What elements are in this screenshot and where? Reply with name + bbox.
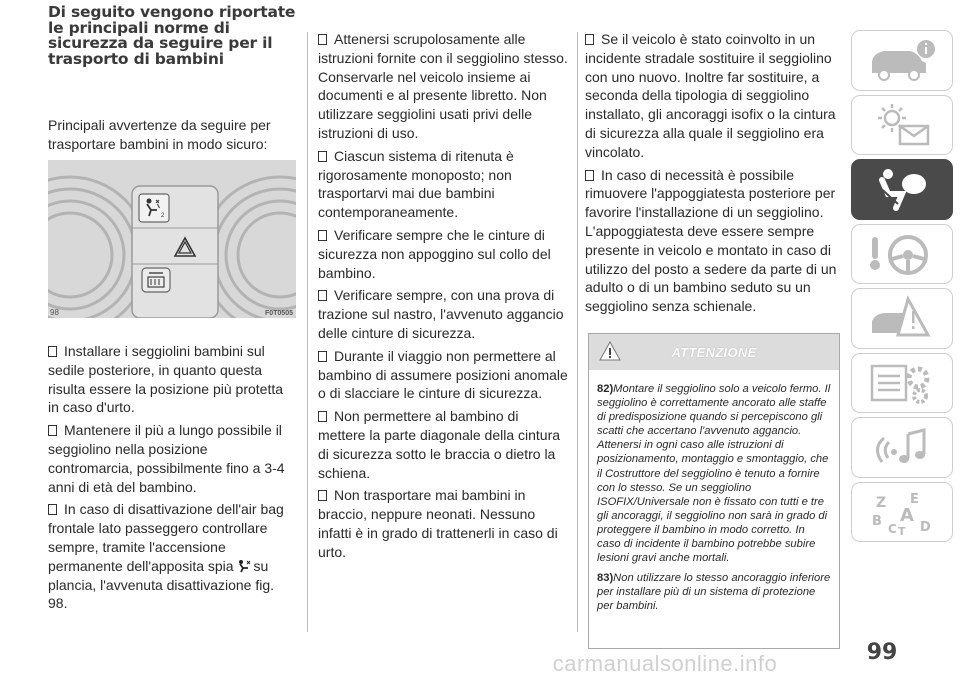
list-item: Verificare sempre che le cinture di sicurezza non appoggino sul collo del bambino. <box>318 226 551 281</box>
airbag-seat-icon <box>862 164 942 214</box>
checkbox-bullet-icon <box>318 411 327 422</box>
multimedia-icon <box>862 422 942 472</box>
list-item: Installare i seggiolini bambini sul sedile posteriore, in quanto questa risulta essere la posizione più protetta in caso d'urto. <box>48 343 284 416</box>
sidebar-item-multimedia[interactable] <box>851 417 953 478</box>
column-3 <box>585 30 840 316</box>
warning-box <box>588 333 840 649</box>
list-item: Durante il viaggio non permettere al bambino di assumere posizioni anomale o di slacciare le cinture di sicurezza. <box>318 347 568 402</box>
checkbox-bullet-icon <box>318 34 327 45</box>
figure-code: F0T0505 <box>264 310 293 317</box>
column-divider <box>577 32 578 632</box>
svg-text:C: C <box>888 521 897 536</box>
intro-text: Principali avvertenze da seguire per trasportare bambini in modo sicuro: <box>48 117 271 152</box>
warning-header <box>589 334 839 370</box>
checkbox-bullet-icon <box>48 504 57 515</box>
note-number: 83) <box>597 572 614 585</box>
sidebar-item-warning-lights[interactable] <box>851 95 953 156</box>
list-item: Non trasportare mai bambini in braccio, neppure neonati. Nessuno infatti è in grado di trattenerli in caso di urto. <box>318 487 558 560</box>
svg-text:A: A <box>900 504 914 526</box>
sidebar-item-index[interactable] <box>851 482 953 543</box>
sidebar-item-emergency[interactable] <box>851 288 953 349</box>
svg-text:E: E <box>910 491 919 507</box>
sidebar-item-starting-driving[interactable] <box>851 224 953 285</box>
checkbox-bullet-icon <box>585 170 594 181</box>
figure-number: 98 <box>50 308 59 317</box>
checkbox-bullet-icon <box>48 425 57 436</box>
checkbox-bullet-icon <box>318 351 327 362</box>
svg-text:2: 2 <box>161 213 165 219</box>
checkbox-bullet-icon <box>318 151 327 162</box>
checkbox-bullet-icon <box>318 290 327 301</box>
list-item: Non permettere al bambino di mettere la parte diagonale della cintura di sicurezza sotto le braccia o dietro la schiena. <box>318 408 561 481</box>
page-number: 99 <box>866 640 898 665</box>
note-number: 82) <box>597 383 614 395</box>
list-item: In caso di necessità è possibile rimuovere l'appoggiatesta posteriore per favorire l'installazione di un seggiolino. L'appoggiatesta deve essere sempre presente in veicolo e montato in caso di utilizzo del posto a sedere da parte di un adulto o di un bambino seduto su un seggiolino senza schienale. <box>585 166 837 315</box>
list-item: Attenersi scrupolosamente alle istruzioni fornite con il seggiolino stesso. Conservarle nel veicolo insieme ai documenti e al presente libretto. Non utilizzare seggiolini usati privi delle istruzioni di uso. <box>318 31 568 141</box>
watermark: carmanualsonline.info <box>552 651 778 676</box>
airbag-off-icon <box>237 559 253 573</box>
column-1 <box>48 342 296 613</box>
column-2 <box>318 30 568 562</box>
svg-text:Z: Z <box>876 494 887 511</box>
warning-lights-icon <box>862 100 942 150</box>
list-item: Se il veicolo è stato coinvolto in un incidente stradale sostituire il seggiolino con uno nuovo. Inoltre far sostituire, a seconda della tipologia di seggiolino installato, gli ancoraggi isofix o la cintura di sicurezza alla quale il seggiolino era vincolato. <box>585 31 836 160</box>
svg-text:D: D <box>920 519 931 535</box>
warning-body <box>589 370 839 614</box>
checkbox-bullet-icon <box>318 490 327 501</box>
list-item: Ciascun sistema di ritenuta è rigorosamente monoposto; non trasportarvi mai due bambini contemporaneamente. <box>318 147 514 221</box>
dashboard-figure <box>48 160 296 318</box>
warning-title: ATTENZIONE <box>671 345 757 360</box>
page-title: Di seguito vengono riportate le principali norme di sicurezza da seguire per il trasporto di bambini <box>48 3 296 68</box>
warning-note: 82)Montare il seggiolino solo a veicolo fermo. Il seggiolino è correttamente ancorato alle staffe di predisposizione quando si percepiscono gli scatti che accertano l'avvenuto aggancio. Attenersi in ogni caso alle istruzioni di posizionamento, montaggio e smontaggio, che il Costruttore del seggiolino è tenuto a fornire con lo stesso. Se un seggiolino ISOFIX/Universale non è fissato con tutti e tre gli ancoraggi, il seggiolino non sarà in grado di proteggere il bambino in modo corretto. In caso di incidente il bambino potrebbe subire lesioni gravi anche mortali. <box>597 383 831 565</box>
checkbox-bullet-icon <box>585 34 594 45</box>
list-item: In caso di disattivazione dell'air bag frontale lato passeggero controllare sempre, tramite l'accensione permanente dell'apposita spia su plancia, l'avvenuta disattivazione fig. 98. <box>48 501 284 612</box>
column-divider <box>307 32 308 632</box>
sidebar-item-safety[interactable] <box>851 159 953 220</box>
list-item: Verificare sempre, con una prova di trazione sul nastro, l'avvenuto aggancio delle cinture di sicurezza. <box>318 287 564 341</box>
car-info-icon <box>862 35 942 85</box>
accident-icon <box>862 293 942 343</box>
dashboard-illustration <box>48 160 296 318</box>
svg-text:B: B <box>872 513 882 529</box>
list-item: Mantenere il più a lungo possibile il seggiolino nella posizione contromarcia, possibilmente fino a 3-4 anni di età del bambino. <box>48 422 285 495</box>
checkbox-bullet-icon <box>318 230 327 241</box>
checkbox-bullet-icon <box>48 346 57 357</box>
chapter-sidebar <box>851 30 953 546</box>
sidebar-item-maintenance[interactable] <box>851 353 953 414</box>
steering-wheel-icon <box>862 229 942 279</box>
warning-note: 83)Non utilizzare lo stesso ancoraggio inferiore per installare più di un sistema di protezione per bambini. <box>597 572 831 613</box>
index-icon <box>862 487 942 537</box>
sidebar-item-car-info[interactable] <box>851 30 953 91</box>
svg-text:T: T <box>898 524 906 537</box>
maintenance-icon <box>862 358 942 408</box>
